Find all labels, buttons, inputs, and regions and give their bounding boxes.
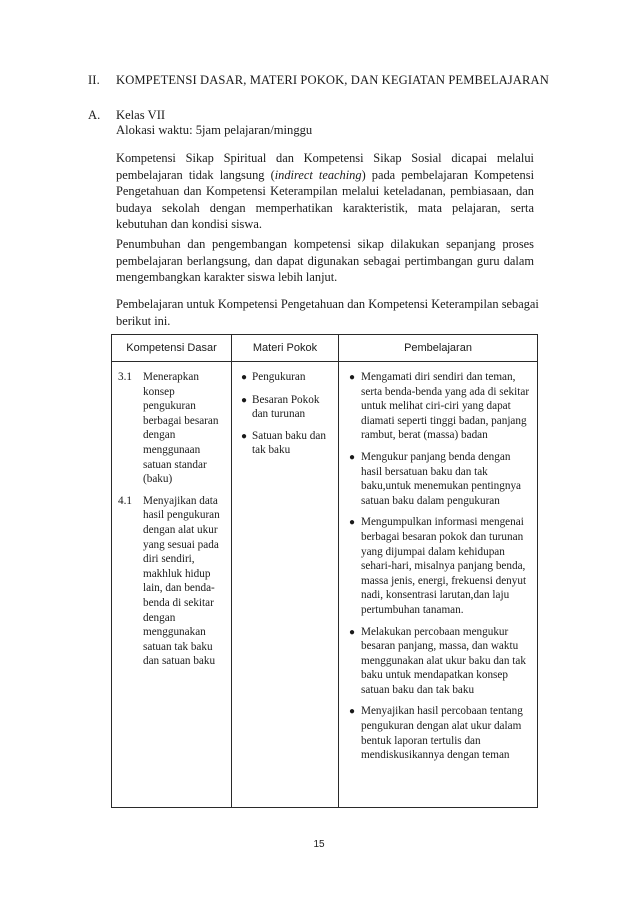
bullet-icon: ● <box>348 706 356 718</box>
kd-number: 3.1 <box>118 371 132 383</box>
subsection-a <box>88 107 165 123</box>
pembelajaran-text: Mengamati diri sendiri dan teman, serta benda-benda yang ada di sekitar untuk melihat ciri-ciri yang dapat diamati seperti tinggi badan, panjang rambut, berat (massa) badan <box>361 371 530 442</box>
list-item <box>343 370 533 443</box>
header-kompetensi-dasar: Kompetensi Dasar <box>112 335 232 362</box>
list-item <box>236 429 334 458</box>
kompetensi-dasar-cell <box>112 362 232 808</box>
bullet-icon: ● <box>348 451 356 463</box>
materi-text: Besaran Pokok dan turunan <box>252 393 320 421</box>
list-item <box>236 370 334 386</box>
materi-pokok-cell <box>232 362 339 808</box>
bullet-icon: ● <box>240 372 248 383</box>
list-item <box>343 625 533 698</box>
pembelajaran-text: Mengukur panjang benda dengan hasil bersatuan baku dan tak baku,untuk menemukan pentingnya satuan baku dalam pengukuran <box>361 450 522 507</box>
materi-pokok-list <box>236 370 334 458</box>
list-item <box>343 704 533 762</box>
pembelajaran-text: Mengumpulkan informasi mengenai berbagai besaran pokok dan turunan yang dijumpai dalam kehidupan sehari-hari, misalnya panjang benda, massa jenis, energi, frekuensi denyut nadi, konsentrasi larutan,dan laju pertumbuhan tanaman. <box>361 516 527 616</box>
competency-table <box>111 334 538 808</box>
pembelajaran-text: Melakukan percobaan mengukur besaran panjang, massa, dan waktu menggunakan alat ukur baku dan tak baku untuk mendapatkan konsep satuan baku dan tak baku <box>361 625 526 696</box>
paragraph-1-part-b: ) pada pembelajaran Kompetensi Pengetahuan dan Kompetensi Keterampilan melalui keteladanan, pembiasaan, dan budaya sekolah dengan memperhatikan karakteristik, mata pelajaran, serta kebutuhan dan kondisi siswa. <box>116 167 535 232</box>
pembelajaran-list <box>343 370 533 763</box>
section-heading <box>88 73 549 88</box>
section-heading-text: KOMPETENSI DASAR, MATERI POKOK, DAN KEGIATAN PEMBELAJARAN <box>116 73 549 87</box>
list-item <box>343 450 533 508</box>
subsection-a-title: Kelas VII <box>116 108 166 122</box>
pembelajaran-cell <box>339 362 538 808</box>
materi-text: Pengukuran <box>252 371 306 383</box>
list-item <box>343 515 533 617</box>
materi-text: Satuan baku dan tak baku <box>252 429 326 457</box>
kd-number: 4.1 <box>118 494 132 507</box>
time-allocation: Alokasi waktu: 5jam pelajaran/minggu <box>116 123 313 137</box>
kd-item-3-1 <box>116 370 227 487</box>
kd-item-4-1 <box>116 494 227 669</box>
subsection-a-number: A. <box>88 108 101 122</box>
table-header-row <box>112 335 538 362</box>
list-item <box>236 393 334 422</box>
paragraph-1-italic: indirect teaching <box>274 167 362 182</box>
pembelajaran-text: Menyajikan hasil percobaan tentang pengukuran dengan alat ukur dalam bentuk laporan tertulis dan mendiskusikannya dengan teman <box>361 705 523 762</box>
header-pembelajaran: Pembelajaran <box>339 335 538 362</box>
page-number: 15 <box>313 839 325 850</box>
kd-text: Menerapkan konsep pengukuran berbagai besaran dengan menggunaan satuan standar (baku) <box>143 371 219 486</box>
bullet-icon: ● <box>348 372 356 383</box>
bullet-icon: ● <box>348 626 356 638</box>
bullet-icon: ● <box>240 430 248 442</box>
paragraph-1-part-a: Kompetensi Sikap Spiritual dan Kompetensi Sikap Sosial dicapai melalui pembelajaran tidak langsung ( <box>116 151 534 182</box>
section-heading-number: II. <box>88 73 100 87</box>
kd-text: Menyajikan data hasil pengukuran dengan alat ukur yang sesuai pada diri sendiri, makhluk hidup lain, dan benda-benda di sekitar dengan menggunakan satuan tak baku dan satuan baku <box>143 494 220 668</box>
table-row <box>112 362 538 808</box>
bullet-icon: ● <box>240 394 248 406</box>
bullet-icon: ● <box>348 517 356 529</box>
paragraph-learning-intro: Pembelajaran untuk Kompetensi Pengetahuan dan Kompetensi Keterampilan sebagai berikut ini. <box>116 297 539 328</box>
header-materi-pokok: Materi Pokok <box>232 335 339 362</box>
paragraph-attitude-competence <box>116 150 534 233</box>
paragraph-attitude-development: Penumbuhan dan pengembangan kompetensi sikap dilakukan sepanjang proses pembelajaran berlangsung, dan dapat digunakan sebagai pertimbangan guru dalam mengembangkan karakter siswa lebih lanjut. <box>116 237 534 285</box>
